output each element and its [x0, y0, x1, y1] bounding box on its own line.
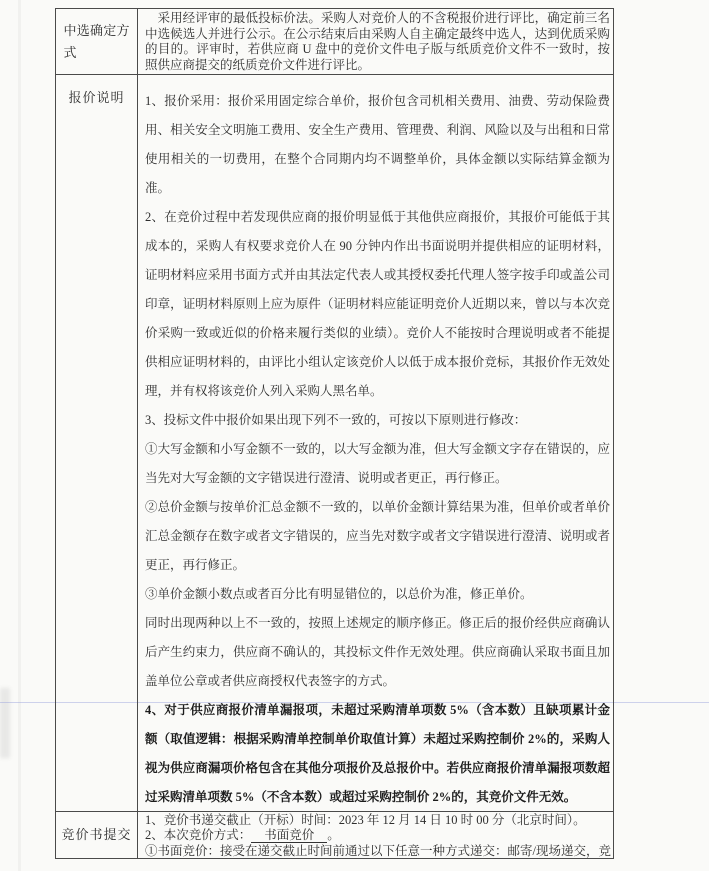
paragraph-bold-missing-items-rule: 4、对于供应商报价清单漏报项，未超过采购清单项数 5%（含本数）且缺项累计金额（取值逻辑：根据采购清单控制单价取值计算）未超过采购控制价 2%的，采购人视为供应商漏项价格包含在其他分项报价及总报价中。若供应商报价清单漏报项数超过采购清单项数 5%（不含本数）或超过采购控制价 2%的，其竞价文件无效。: [145, 703, 610, 804]
paragraph: 同时出现两种以上不一致的，按照上述规定的顺序修正。修正后的报价经供应商确认后产生约束力，供应商不确认的，其投标文件作无效处理。供应商确认采取书面且加盖单位公章或者供应商授权代表签字的方式。: [145, 616, 610, 688]
bid-method-line: [145, 828, 610, 843]
row-body-selection-method: [138, 9, 613, 74]
row-header-label: 竞价书提交: [61, 827, 132, 842]
paragraph: 采用经评审的最低投标价法。采购人对竞价人的不含税报价进行评比，确定前三名中选候选人并进行公示。在公示结束后由采购人自主确定最终中选人，达到优质采购的目的。评审时，若供应商 U 盘中的竞价文件电子版与纸质竞价文件不一致时，按照供应商提交的纸质竞价文件进行评比。: [145, 11, 610, 72]
scan-smudge-artifact: [0, 688, 10, 758]
paragraph: ①大写金额和小写金额不一致的，以大写金额为准，但大写金额文字存在错误的，应当先对大写金额的文字错误进行澄清、说明或者更正，再行修正。: [145, 442, 610, 485]
bid-method-prefix: 2、本次竞价方式：: [145, 828, 252, 843]
row-header-bid-submission: [56, 812, 138, 858]
row-header-label: 报价说明: [68, 90, 125, 105]
delivery-underlined-value: 邮寄/现场递交: [507, 843, 586, 858]
paragraph: ②总价金额与按单价汇总金额不一致的，以单价金额计算结果为准，但单价或者单价汇总金额存在数字或者文字错误的，应当先对数字或者文字错误进行澄清、说明或者更正，再行修正。: [145, 500, 610, 572]
table-row-bid-submission: [56, 811, 613, 858]
row-header-label: 中选确定方式: [63, 22, 130, 60]
paragraph: 3、投标文件中报价如果出现下列不一致的，可按以下原则进行修改：: [145, 413, 527, 427]
paragraph: ③单价金额小数点或者百分比有明显错位的，以总价为准，修正单价。: [145, 587, 533, 601]
bid-method-underlined-value: 书面竞价: [251, 828, 327, 843]
row-body-quotation-notes: [138, 75, 613, 811]
row-header-quotation-notes: [56, 75, 138, 811]
row-header-selection-method: [56, 9, 138, 74]
paragraph: 2、在竞价过程中若发现供应商的报价明显低于其他供应商报价，其报价可能低于其成本的，采购人有权要求竞价人在 90 分钟内作出书面说明并提供相应的证明材料，证明材料应采用书面方式并由其法定代表人或其授权委托代理人签字按手印或盖公司印章，证明材料原则上应为原件（证明材料应能证明竞价人近期以来，曾以与本次竞价采购一致或近似的价格来履行类似的业绩）。竞价人不能按时合理说明或者不能提供相应证明材料的，由评比小组认定该竞价人以低于成本报价竞标，其报价作无效处理，并有权将该竞价人列入采购人黑名单。: [145, 210, 610, 398]
bidding-terms-table: [55, 8, 614, 859]
delivery-suffix: ，竞: [586, 843, 612, 858]
deadline-line: 1、竞价书递交截止（开标）时间：2023 年 12 月 14 日 10 时 00 分（北京时间）。: [145, 813, 586, 827]
delivery-method-line: [145, 844, 610, 858]
table-row-quotation-notes: [56, 74, 613, 811]
delivery-prefix: ①书面竞价：接受在递交截止时间前通过以下任意一种方式递交：: [145, 843, 508, 858]
paragraph: 1、报价采用：报价采用固定综合单价，报价包含司机相关费用、油费、劳动保险费用、相关安全文明施工费用、安全生产费用、管理费、利润、风险以及与出租和日常使用相关的一切费用，在整个合同期内均不调整单价，具体金额以实际结算金额为准。: [145, 94, 610, 195]
row-body-bid-submission: [138, 812, 613, 858]
table-row-selection-method: [56, 9, 613, 74]
bid-method-suffix: 。: [327, 828, 340, 843]
scan-streak-artifact: [18, 0, 21, 871]
